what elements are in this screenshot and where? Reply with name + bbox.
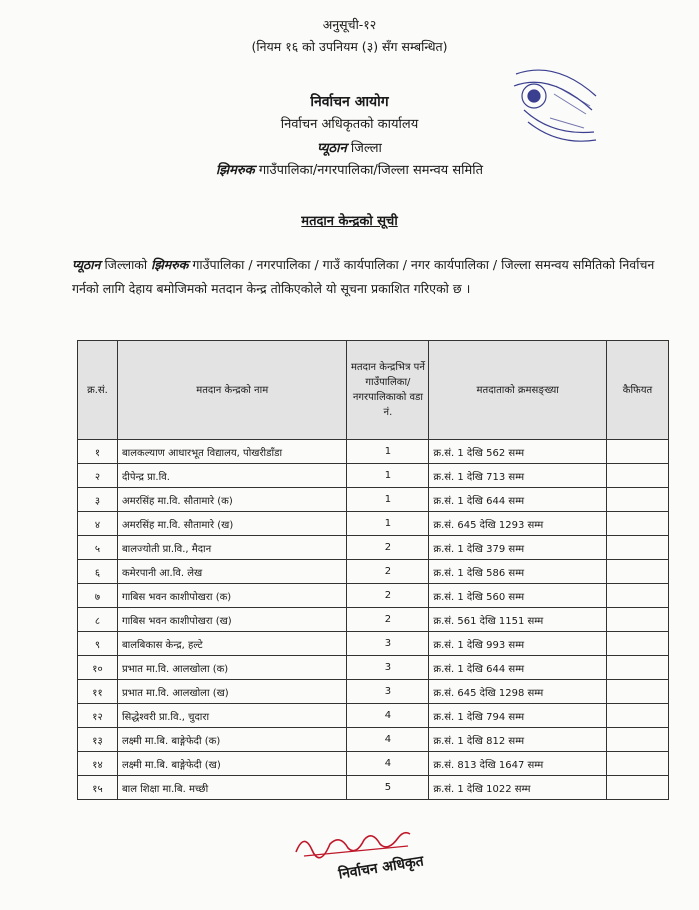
notice-part2: गाउँपालिका / नगरपालिका / गाउँ कार्यपालिका / नगर कार्यपालिका / जिल्ला समन्वय समितिको निर्वाचन गर्नको लागि देहाय बमोजिमको मतदान केन्द्र तोकिएकोले यो सूचना प्रकाशित गरिएको छ । — [72, 257, 655, 296]
table-row — [78, 632, 669, 656]
row-remarks — [607, 656, 669, 680]
row-remarks — [607, 536, 669, 560]
row-ward: 2 — [347, 560, 429, 584]
rule-reference: (नियम १६ को उपनियम (३) सँग सम्बन्धित) — [251, 39, 448, 54]
row-remarks — [607, 608, 669, 632]
row-voter-range: क्र.सं. 1 देखि 562 सम्म — [429, 440, 607, 464]
table-row — [78, 728, 669, 752]
row-ward: 4 — [347, 752, 429, 776]
office-stamp — [510, 66, 602, 146]
row-sn: १३ — [78, 728, 118, 752]
schedule-label: अनुसूची-१२ — [322, 17, 377, 32]
row-ward: 2 — [347, 536, 429, 560]
row-ward: 3 — [347, 680, 429, 704]
row-sn: ४ — [78, 512, 118, 536]
row-remarks — [607, 704, 669, 728]
row-remarks — [607, 560, 669, 584]
row-remarks — [607, 464, 669, 488]
row-ward: 5 — [347, 776, 429, 800]
row-center-name: प्रभात मा.वि. आलखोला (ख) — [117, 680, 347, 704]
header-remarks: कैफियत — [607, 341, 669, 440]
row-sn: ९ — [78, 632, 118, 656]
table-row — [78, 560, 669, 584]
row-center-name: अमरसिंह मा.वि. सौतामारे (क) — [117, 488, 347, 512]
row-voter-range: क्र.सं. 1 देखि 586 सम्म — [429, 560, 607, 584]
row-center-name: कमेरपानी आ.वि. लेख — [117, 560, 347, 584]
officer-designation: निर्वाचन अधिकृत — [337, 853, 425, 883]
local-body-line — [0, 160, 699, 178]
row-center-name: गाबिस भवन काशीपोखरा (क) — [117, 584, 347, 608]
row-voter-range: क्र.सं. 1 देखि 713 सम्म — [429, 464, 607, 488]
document-title: मतदान केन्द्रको सूची — [301, 214, 398, 229]
table-row — [78, 656, 669, 680]
row-ward: 1 — [347, 440, 429, 464]
row-voter-range: क्र.सं. 1 देखि 644 सम्म — [429, 656, 607, 680]
header-sn: क्र.सं. — [78, 341, 118, 440]
row-voter-range: क्र.सं. 645 देखि 1293 सम्म — [429, 512, 607, 536]
row-sn: १४ — [78, 752, 118, 776]
row-sn: १५ — [78, 776, 118, 800]
row-sn: ५ — [78, 536, 118, 560]
row-sn: ३ — [78, 488, 118, 512]
row-center-name: बालकल्याण आधारभूत विद्यालय, पोखरीडाँडा — [117, 440, 347, 464]
row-remarks — [607, 584, 669, 608]
row-sn: २ — [78, 464, 118, 488]
row-sn: ६ — [78, 560, 118, 584]
row-voter-range: क्र.सं. 1 देखि 379 सम्म — [429, 536, 607, 560]
header-ward: मतदान केन्द्रभित्र पर्ने गाउँपालिका/ नगरपालिकाको वडा नं. — [347, 341, 429, 440]
row-sn: १० — [78, 656, 118, 680]
row-center-name: सिद्धेश्वरी प्रा.वि., चुदारा — [117, 704, 347, 728]
district-handwritten: प्यूठान — [317, 141, 347, 156]
table-row — [78, 464, 669, 488]
notice-part1: जिल्लाको — [104, 257, 148, 272]
row-ward: 4 — [347, 728, 429, 752]
row-voter-range: क्र.सं. 645 देखि 1298 सम्म — [429, 680, 607, 704]
row-remarks — [607, 440, 669, 464]
row-remarks — [607, 728, 669, 752]
header-voter-range: मतदाताको क्रमसङ्ख्या — [429, 341, 607, 440]
row-remarks — [607, 680, 669, 704]
row-center-name: बालज्योती प्रा.वि., मैदान — [117, 536, 347, 560]
row-center-name: अमरसिंह मा.वि. सौतामारे (ख) — [117, 512, 347, 536]
row-center-name: प्रभात मा.वि. आलखोला (क) — [117, 656, 347, 680]
row-voter-range: क्र.सं. 1 देखि 560 सम्म — [429, 584, 607, 608]
commission-name: निर्वाचन आयोग — [310, 94, 389, 110]
row-sn: ११ — [78, 680, 118, 704]
notice-district-handwritten: प्यूठान — [72, 257, 101, 272]
row-sn: ७ — [78, 584, 118, 608]
row-center-name: दीपेन्द्र प्रा.वि. — [117, 464, 347, 488]
row-center-name: लक्ष्मी मा.बि. बाङ्गेफेदी (क) — [117, 728, 347, 752]
row-voter-range: क्र.सं. 1 देखि 794 सम्म — [429, 704, 607, 728]
row-voter-range: क्र.सं. 1 देखि 812 सम्म — [429, 728, 607, 752]
row-remarks — [607, 488, 669, 512]
table-row — [78, 608, 669, 632]
row-voter-range: क्र.सं. 561 देखि 1151 सम्म — [429, 608, 607, 632]
row-ward: 3 — [347, 656, 429, 680]
table-row — [78, 752, 669, 776]
row-center-name: बालबिकास केन्द्र, हल्टे — [117, 632, 347, 656]
table-row — [78, 704, 669, 728]
table-row — [78, 776, 669, 800]
row-ward: 2 — [347, 584, 429, 608]
office-name: निर्वाचन अधिकृतको कार्यालय — [280, 117, 419, 132]
row-ward: 3 — [347, 632, 429, 656]
table-row — [78, 680, 669, 704]
row-voter-range: क्र.सं. 1 देखि 993 सम्म — [429, 632, 607, 656]
local-body-handwritten: झिमरुक — [215, 163, 255, 178]
table-row — [78, 536, 669, 560]
table-row — [78, 440, 669, 464]
row-remarks — [607, 632, 669, 656]
local-body-types: गाउँपालिका/नगरपालिका/जिल्ला समन्वय समिति — [258, 163, 484, 178]
row-sn: १ — [78, 440, 118, 464]
row-voter-range: क्र.सं. 1 देखि 1022 सम्म — [429, 776, 607, 800]
row-remarks — [607, 512, 669, 536]
notice-local-handwritten: झिमरुक — [151, 257, 189, 272]
row-sn: ८ — [78, 608, 118, 632]
row-center-name: लक्ष्मी मा.बि. बाङ्गेफेदी (ख) — [117, 752, 347, 776]
notice-paragraph — [72, 253, 662, 301]
row-ward: 2 — [347, 608, 429, 632]
row-center-name: बाल शिक्षा मा.बि. मच्छी — [117, 776, 347, 800]
table-header-row — [78, 341, 669, 440]
row-remarks — [607, 752, 669, 776]
table-row — [78, 584, 669, 608]
row-ward: 4 — [347, 704, 429, 728]
table-row — [78, 488, 669, 512]
row-center-name: गाबिस भवन काशीपोखरा (ख) — [117, 608, 347, 632]
polling-center-table — [77, 340, 669, 800]
row-voter-range: क्र.सं. 1 देखि 644 सम्म — [429, 488, 607, 512]
row-ward: 1 — [347, 464, 429, 488]
row-voter-range: क्र.सं. 813 देखि 1647 सम्म — [429, 752, 607, 776]
header-center-name: मतदान केन्द्रको नाम — [117, 341, 347, 440]
row-sn: १२ — [78, 704, 118, 728]
row-remarks — [607, 776, 669, 800]
row-ward: 1 — [347, 488, 429, 512]
row-ward: 1 — [347, 512, 429, 536]
district-word: जिल्ला — [350, 141, 382, 156]
table-row — [78, 512, 669, 536]
